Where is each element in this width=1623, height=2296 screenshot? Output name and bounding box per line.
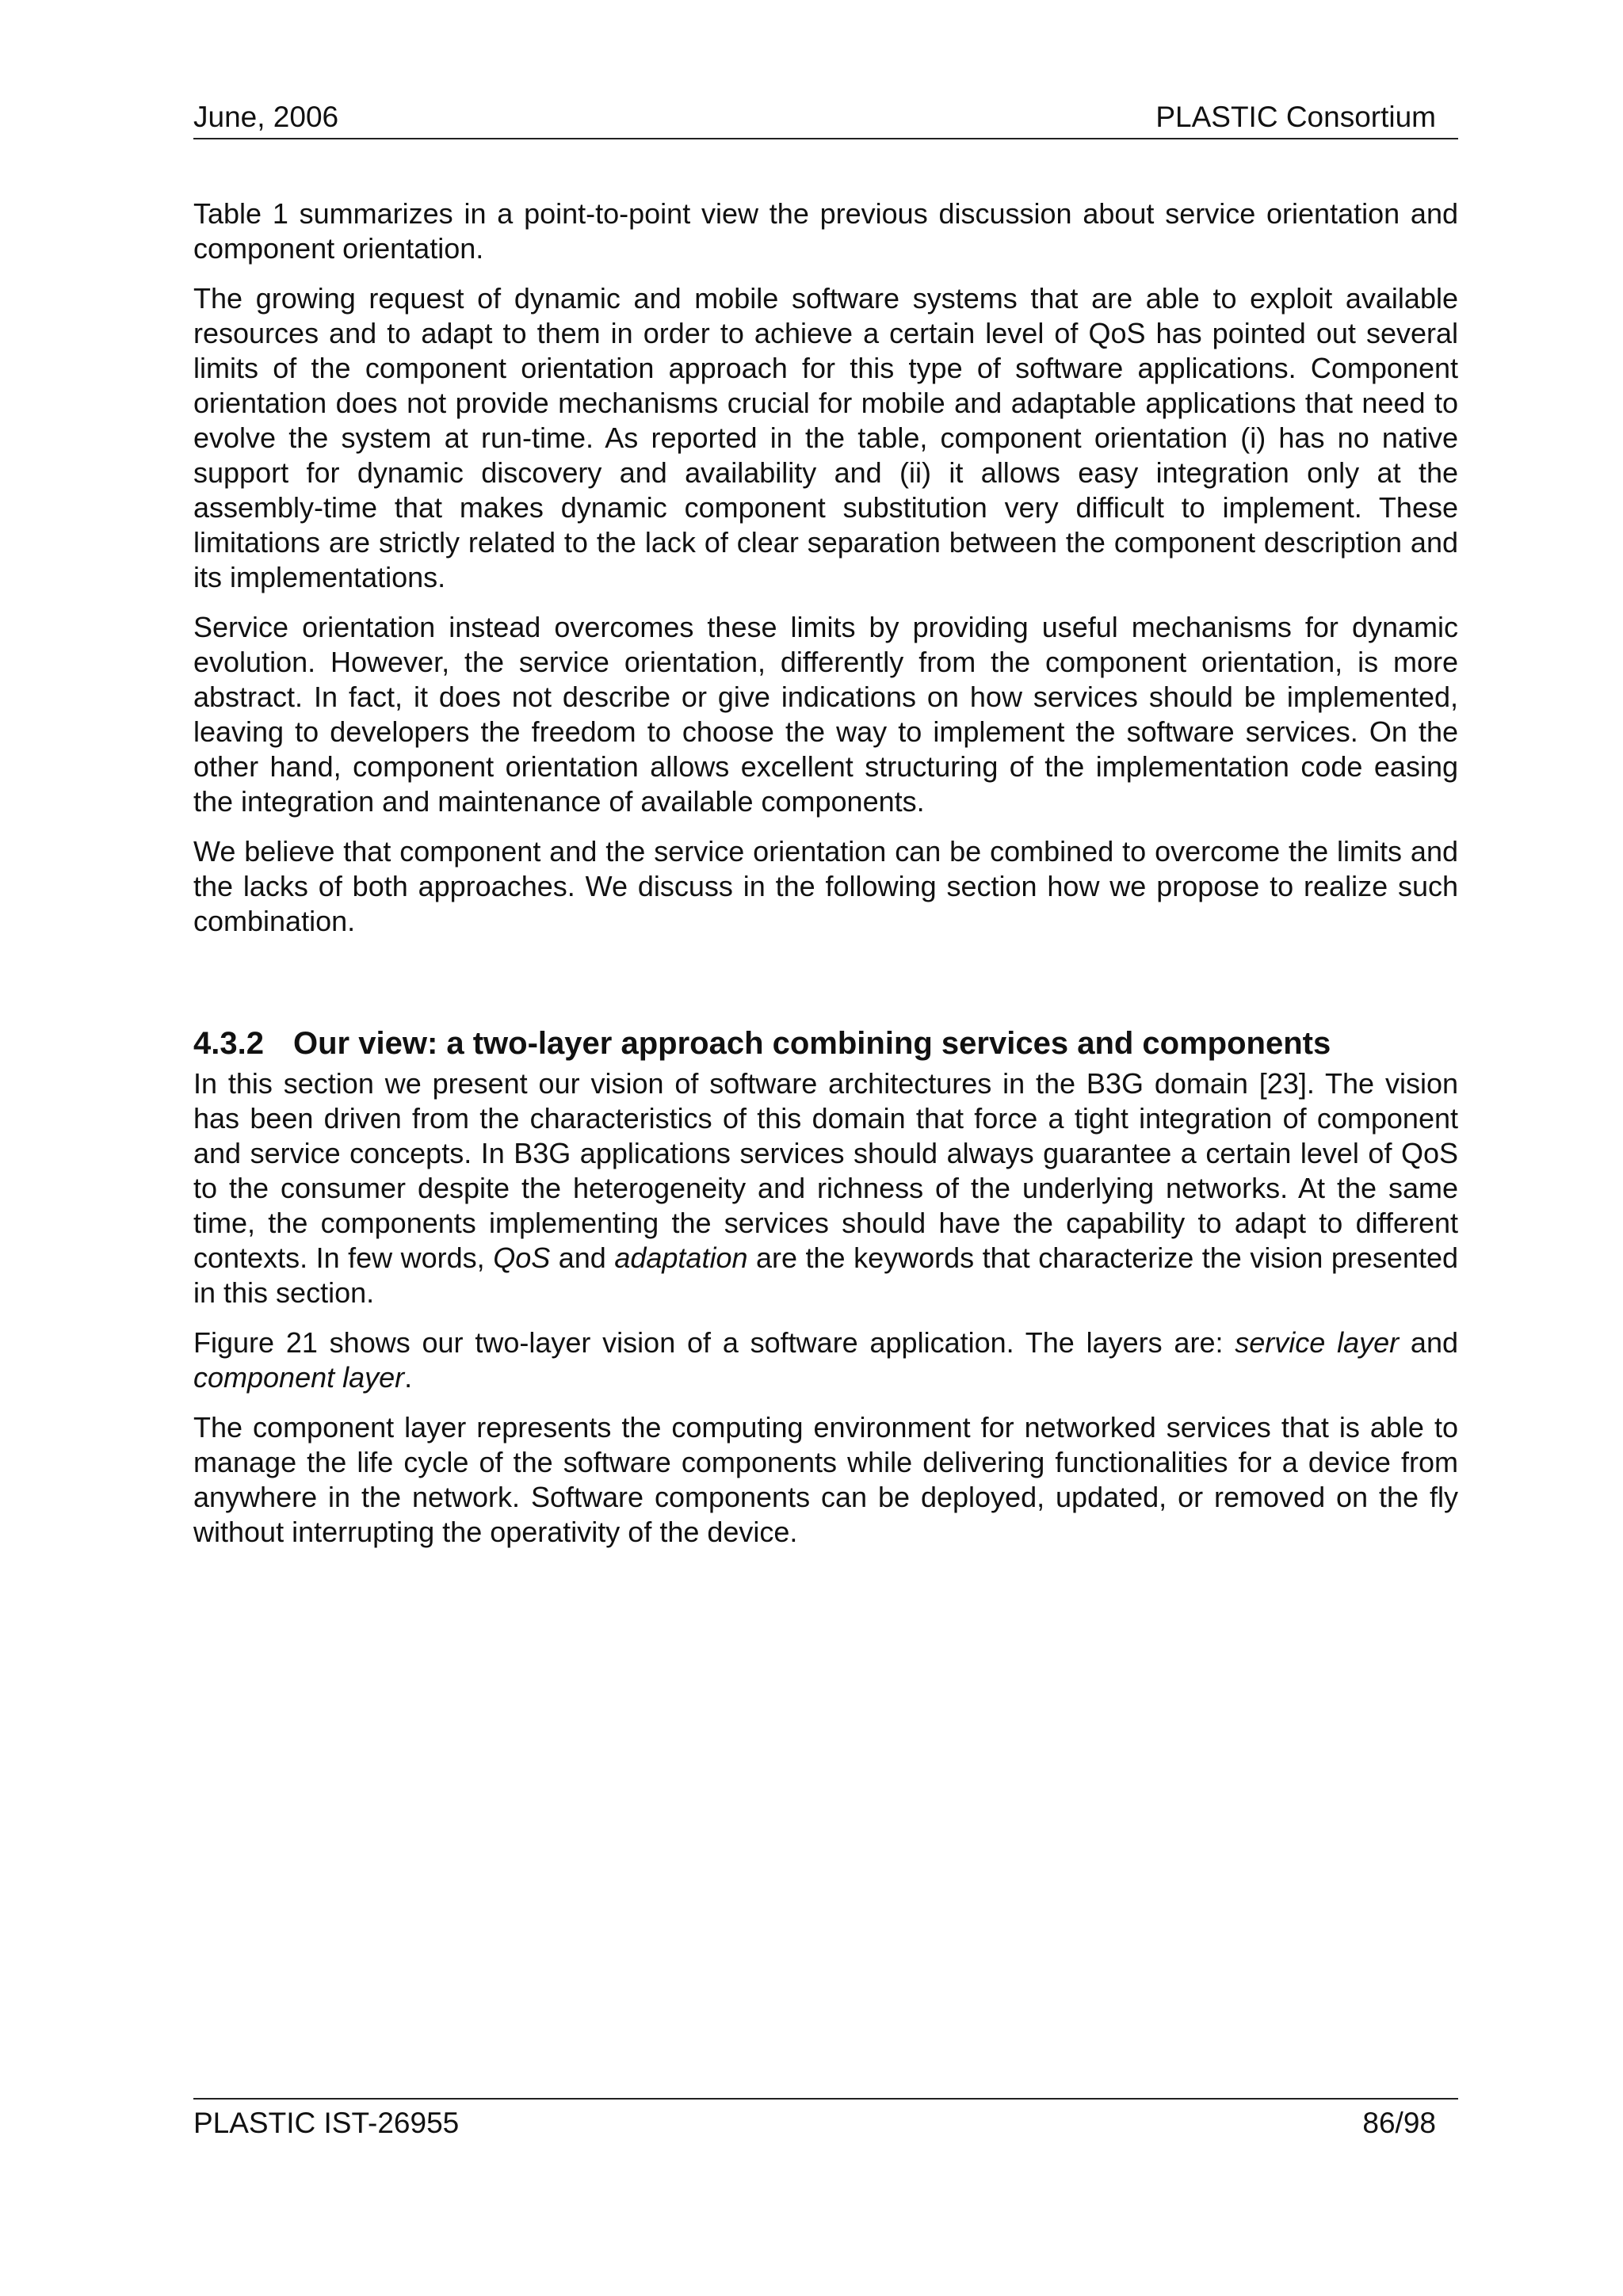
paragraph-combination: We believe that component and the service orientation can be combined to overcome the limits and the lacks of both approaches. We discuss in the following section how we propose to realize such combination. xyxy=(193,835,1458,937)
page-footer xyxy=(193,2098,1458,2147)
paragraph-figure-reference xyxy=(193,1325,1458,1395)
paragraph-figure-text-2: and xyxy=(1399,1326,1458,1359)
page-header xyxy=(193,97,1458,139)
section-number: 4.3.2 xyxy=(193,1026,264,1061)
paragraph-vision-text-2: and xyxy=(550,1241,615,1274)
section-spacer xyxy=(193,954,1458,1022)
paragraph-component-limits: The growing request of dynamic and mobile software systems that are able to exploit available resources and to adapt to them in order to achieve a certain level of QoS has pointed out several limits of the component orientation approach for this type of software applications. Component orientation does not provide mechanisms crucial for mobile and adaptable applications that need to evolve the system at run-time. As reported in the table, component orientation (i) has no native support for dynamic discovery and availability and (ii) it allows easy integration only at the assembly-time that makes dynamic component substitution very difficult to implement. These limitations are strictly related to the lack of clear separation between the component description and its implementations. xyxy=(193,282,1458,593)
section-title: Our view: a two-layer approach combining services and components xyxy=(293,1026,1331,1061)
footer-page-number: 86/98 xyxy=(1362,2107,1436,2139)
paragraph-figure-text-1: Figure 21 shows our two-layer vision of a software application. The layers are: xyxy=(193,1326,1235,1359)
paragraph-vision-text-1: In this section we present our vision of software architectures in the B3G domain [23]. The vision has been driven from the characteristics of this domain that force a tight integration of component and service concepts. In B3G applications services should always guarantee a certain level of QoS to the consumer despite the heterogeneity and richness of the underlying networks. At the same time, the components implementing the services should have the capability to adapt to different contexts. In few words, xyxy=(193,1067,1458,1274)
footer-project: PLASTIC IST-26955 xyxy=(193,2107,460,2139)
emphasis-adaptation: adaptation xyxy=(614,1241,748,1274)
paragraph-service-orientation: Service orientation instead overcomes these limits by providing useful mechanisms for dynamic evolution. However, the service orientation, differently from the component orientation, is more abstract. In fact, it does not describe or give indications on how services should be implemented, leaving to developers the freedom to choose the way to implement the software services. On the other hand, component orientation allows excellent structuring of the implementation code easing the integration and maintenance of available components. xyxy=(193,611,1458,818)
paragraph-vision xyxy=(193,1066,1458,1310)
emphasis-qos: QoS xyxy=(493,1241,551,1274)
emphasis-service-layer: service layer xyxy=(1235,1326,1400,1359)
header-date: June, 2006 xyxy=(193,101,339,133)
emphasis-component-layer: component layer xyxy=(193,1361,405,1394)
header-organization: PLASTIC Consortium xyxy=(1155,101,1436,133)
paragraph-figure-text-3: . xyxy=(404,1361,413,1394)
paragraph-component-layer: The component layer represents the computing environment for networked services that is able to manage the life cycle of the software components while delivering functionalities for a device from anywhere in the network. Software components can be deployed, updated, or removed on the fly without interrupting the operativity of the device. xyxy=(193,1411,1458,1548)
paragraph-table-summary: Table 1 summarizes in a point-to-point view the previous discussion about service orientation and component orientation. xyxy=(193,197,1458,265)
section-heading xyxy=(193,1022,1458,1065)
document-body xyxy=(193,196,1458,1565)
paragraph-vision-text-3: are the keywords that characterize the vision presented in this section. xyxy=(193,1241,1459,1309)
